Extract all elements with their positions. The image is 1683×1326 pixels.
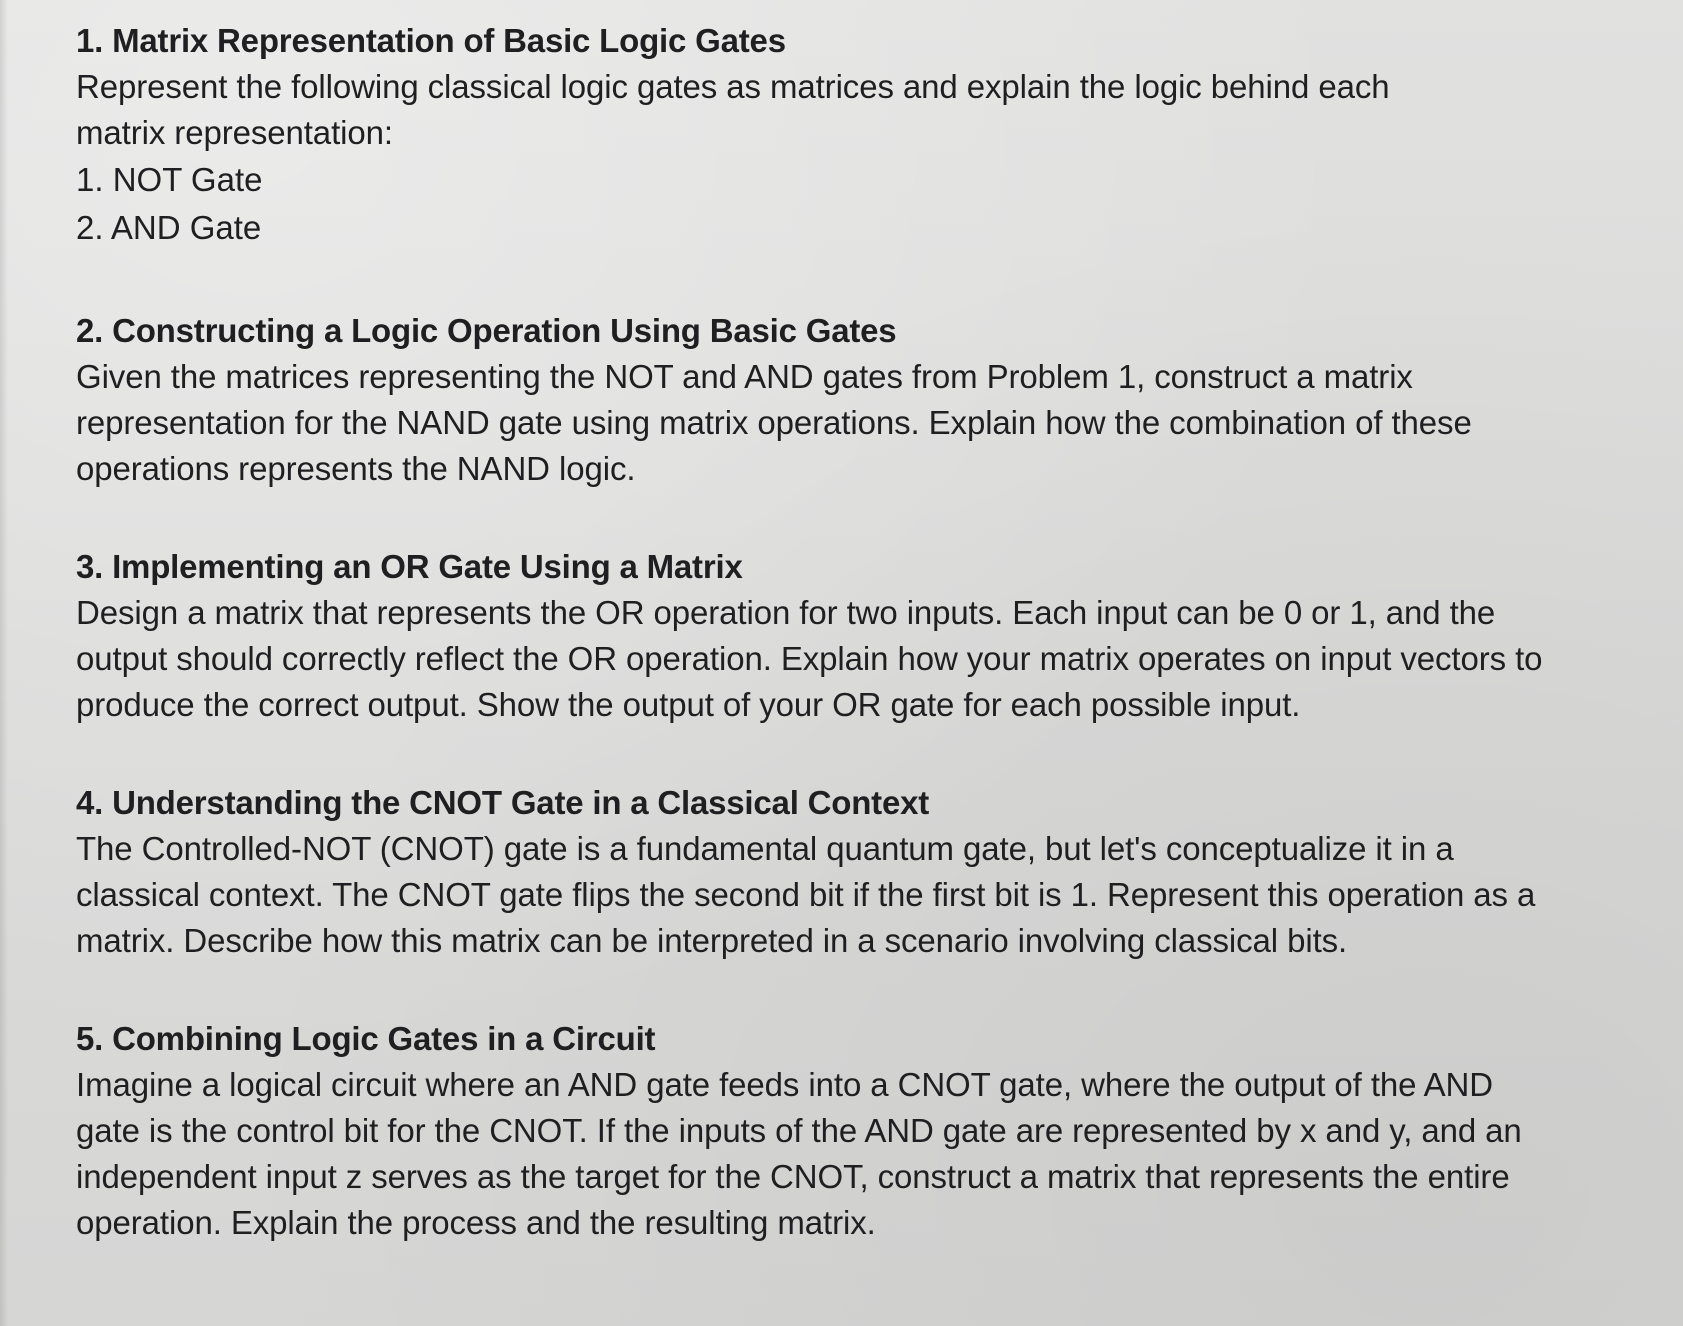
problem-3 xyxy=(76,544,1643,728)
problem-1-item-and-gate: 2. AND Gate xyxy=(76,209,262,246)
problem-1-body: Represent the following classical logic gates as matrices and explain the logic behind each matrix representation: xyxy=(76,68,1390,151)
problem-1-items xyxy=(76,156,1643,252)
problem-5-title: 5. Combining Logic Gates in a Circuit xyxy=(76,1020,656,1057)
problem-2-title: 2. Constructing a Logic Operation Using Basic Gates xyxy=(76,312,897,349)
spacer xyxy=(76,728,1643,780)
spacer xyxy=(76,252,1643,308)
problem-4-body: The Controlled-NOT (CNOT) gate is a fundamental quantum gate, but let's conceptualize it in a classical context. The CNOT gate flips the second bit if the first bit is 1. Represent this operation as a matrix. Describe how this matrix can be interpreted in a scenario involving classical bits. xyxy=(76,830,1536,959)
problem-4 xyxy=(76,780,1643,964)
problem-1-item-not-gate: 1. NOT Gate xyxy=(76,161,263,198)
problem-3-title: 3. Implementing an OR Gate Using a Matrix xyxy=(76,548,743,585)
problem-1-title: 1. Matrix Representation of Basic Logic Gates xyxy=(76,22,786,59)
spacer xyxy=(76,964,1643,1016)
problem-2 xyxy=(76,308,1643,492)
problem-2-body: Given the matrices representing the NOT and AND gates from Problem 1, construct a matrix representation for the NAND gate using matrix operations. Explain how the combination of these operations represents the NAND logic. xyxy=(76,358,1472,487)
page-edge-shadow xyxy=(0,0,8,1326)
problem-5 xyxy=(76,1016,1643,1246)
problem-1 xyxy=(76,18,1643,252)
problem-5-body: Imagine a logical circuit where an AND gate feeds into a CNOT gate, where the output of the AND gate is the control bit for the CNOT. If the inputs of the AND gate are represented by x and y, and an independent input z serves as the target for the CNOT, construct a matrix that represents the entire operation. Explain the process and the resulting matrix. xyxy=(76,1066,1522,1241)
problem-3-body: Design a matrix that represents the OR operation for two inputs. Each input can be 0 or 1, and the output should correctly reflect the OR operation. Explain how your matrix operates on input vectors to produce the correct output. Show the output of your OR gate for each possible input. xyxy=(76,594,1543,723)
problem-4-title: 4. Understanding the CNOT Gate in a Classical Context xyxy=(76,784,930,821)
spacer xyxy=(76,492,1643,544)
